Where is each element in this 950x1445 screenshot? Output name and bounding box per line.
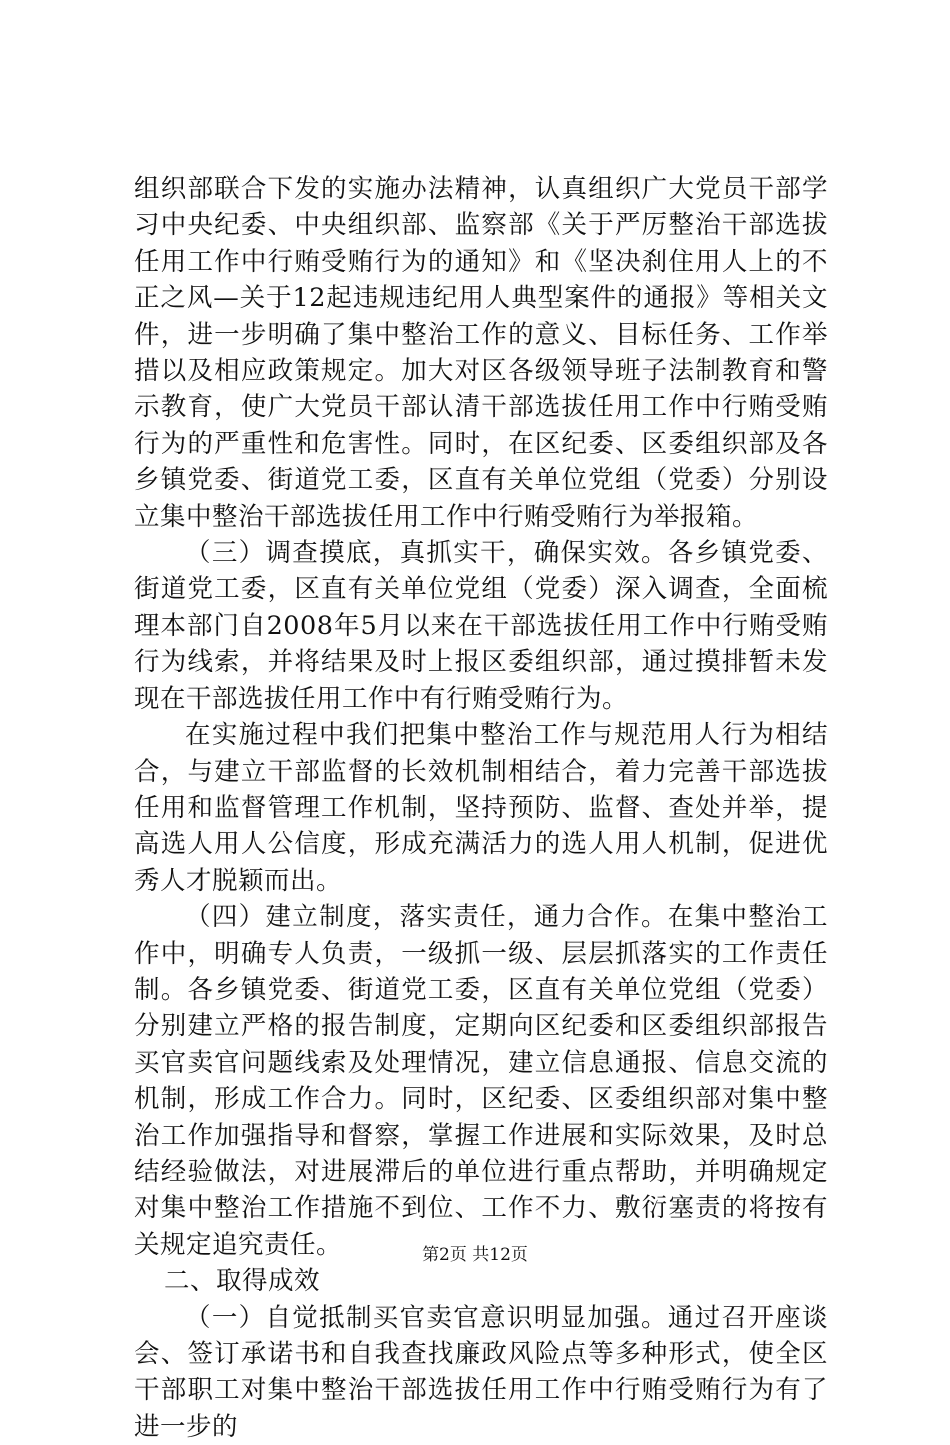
paragraph-continuation: 组织部联合下发的实施办法精神，认真组织广大党员干部学习中央纪委、中央组织部、监察部《关于严厉整治干部选拔任用工作中行贿受贿行为的通知》和《坚决刹住用人上的不正之风—关于12起违规违纪用人典型案件的通报》等相关文件，进一步明确了集中整治工作的意义、目标任务、工作举措以及相应政策规定。加大对区各级领导班子法制教育和警示教育，使广大党员干部认清干部选拔任用工作中行贿受贿行为的严重性和危害性。同时，在区纪委、区委组织部及各乡镇党委、街道党工委，区直有关单位党组（党委）分别设立集中整治干部选拔任用工作中行贿受贿行为举报箱。 xyxy=(134,174,828,532)
page-footer: 第2页 共12页 xyxy=(422,1245,528,1265)
paragraph-section-four: （四）建立制度，落实责任，通力合作。在集中整治工作中，明确专人负责，一级抓一级、层层抓落实的工作责任制。各乡镇党委、街道党工委，区直有关单位党组（党委）分别建立严格的报告制度，定期向区纪委和区委组织部报告买官卖官问题线索及处理情况，建立信息通报、信息交流的机制，形成工作合力。同时，区纪委、区委组织部对集中整治工作加强指导和督察，掌握工作进展和实际效果，及时总结经验做法，对进展滞后的单位进行重点帮助，并明确规定对集中整治工作措施不到位、工作不力、敷衍塞责的将按有关规定追究责任。 xyxy=(134,902,828,1260)
paragraph-section-three: （三）调查摸底，真抓实干，确保实效。各乡镇党委、街道党工委，区直有关单位党组（党委）深入调查，全面梳理本部门自2008年5月以来在干部选拔任用工作中行贿受贿行为线索，并将结果及时上报区委组织部，通过摸排暂未发现在干部选拔任用工作中有行贿受贿行为。 xyxy=(134,538,828,714)
paragraph-implementation: 在实施过程中我们把集中整治工作与规范用人行为相结合，与建立干部监督的长效机制相结合，着力完善干部选拔任用和监督管理工作机制，坚持预防、监督、查处并举，提高选人用人公信度，形成充满活力的选人用人机制，促进优秀人才脱颖而出。 xyxy=(134,720,828,896)
paragraph-result-one: （一）自觉抵制买官卖官意识明显加强。通过召开座谈会、签订承诺书和自我查找廉政风险点等多种形式，使全区干部职工对集中整治干部选拔任用工作中行贿受贿行为有了进一步的 xyxy=(134,1302,828,1442)
section-heading-results: 二、取得成效 xyxy=(164,1266,321,1297)
